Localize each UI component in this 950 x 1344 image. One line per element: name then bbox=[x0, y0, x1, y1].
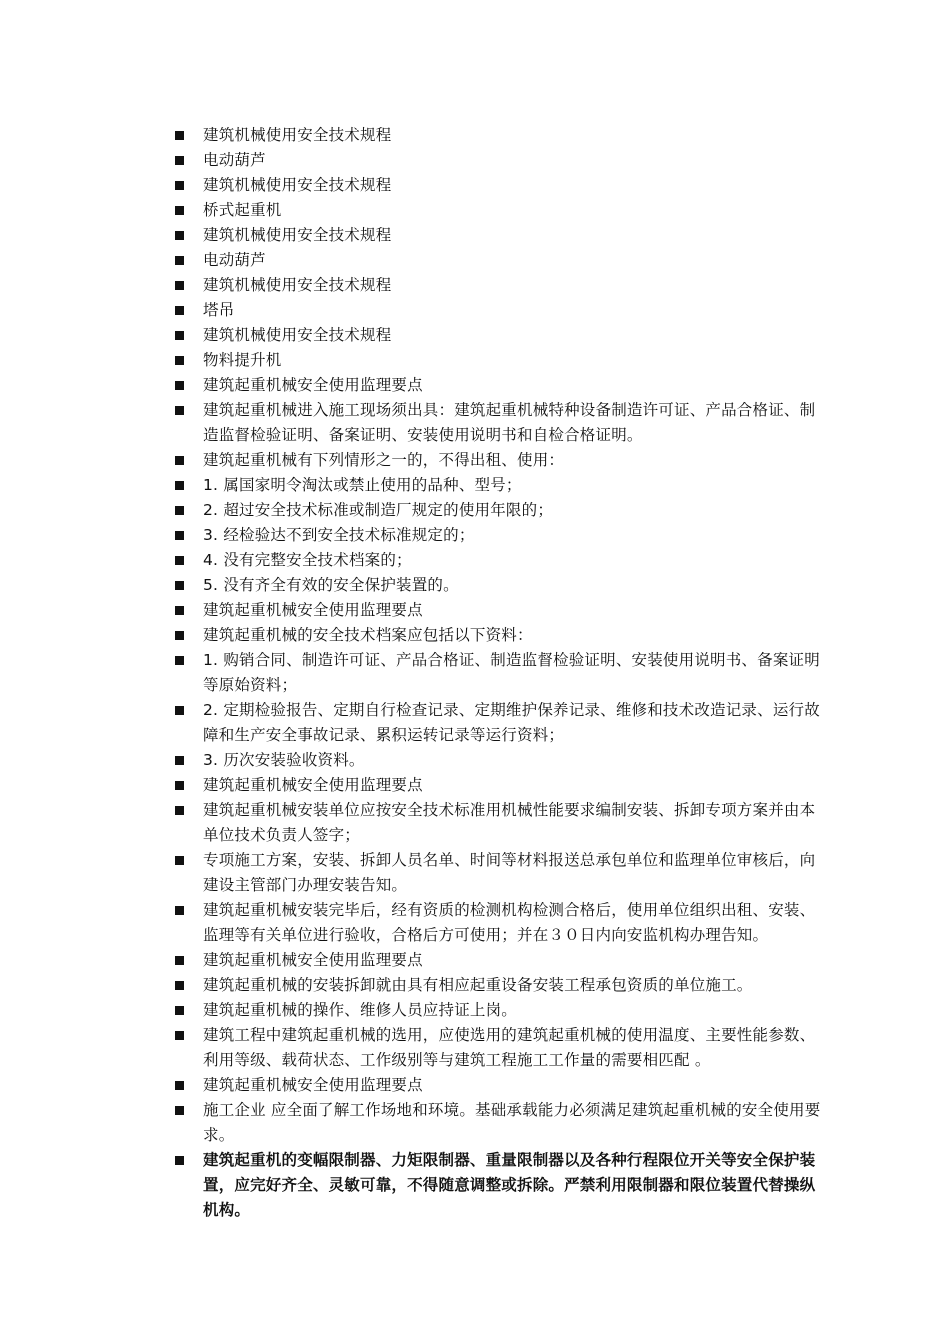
square-bullet-icon bbox=[175, 981, 184, 990]
list-item-text: 施工企业 应全面了解工作场地和环境。基础承载能力必须满足建筑起重机械的安全使用要求。 bbox=[203, 1101, 821, 1144]
list-item-text: 3. 经检验达不到安全技术标准规定的； bbox=[203, 526, 475, 544]
square-bullet-icon bbox=[175, 556, 184, 565]
list-item bbox=[170, 623, 830, 648]
list-item bbox=[170, 173, 830, 198]
square-bullet-icon bbox=[175, 406, 184, 415]
list-item bbox=[170, 223, 830, 248]
square-bullet-icon bbox=[175, 856, 184, 865]
square-bullet-icon bbox=[175, 706, 184, 715]
list-item bbox=[170, 123, 830, 148]
square-bullet-icon bbox=[175, 656, 184, 665]
list-item-text: 建筑起重机械的安装拆卸就由具有相应起重设备安装工程承包资质的单位施工。 bbox=[203, 976, 753, 994]
list-item bbox=[170, 323, 830, 348]
list-item bbox=[170, 948, 830, 973]
list-item bbox=[170, 748, 830, 773]
square-bullet-icon bbox=[175, 631, 184, 640]
list-item-text: 建筑起重机械安装完毕后，经有资质的检测机构检测合格后，使用单位组织出租、安装、监理等有关单位进行验收，合格后方可使用；并在３０日内向安监机构办理告知。 bbox=[203, 901, 816, 944]
bullet-list bbox=[170, 123, 830, 1223]
square-bullet-icon bbox=[175, 206, 184, 215]
square-bullet-icon bbox=[175, 806, 184, 815]
list-item-text: 建筑起重机械安全使用监理要点 bbox=[203, 376, 423, 394]
square-bullet-icon bbox=[175, 481, 184, 490]
list-item bbox=[170, 1098, 830, 1148]
list-item bbox=[170, 473, 830, 498]
list-item bbox=[170, 248, 830, 273]
list-item-text: 2. 定期检验报告、定期自行检查记录、定期维护保养记录、维修和技术改造记录、运行故障和生产安全事故记录、累积运转记录等运行资料； bbox=[203, 701, 820, 744]
list-item bbox=[170, 373, 830, 398]
list-item-text: 桥式起重机 bbox=[203, 201, 282, 219]
list-item-text: 建筑机械使用安全技术规程 bbox=[203, 226, 392, 244]
list-item-text: 专项施工方案，安装、拆卸人员名单、时间等材料报送总承包单位和监理单位审核后，向建设主管部门办理安装告知。 bbox=[203, 851, 816, 894]
square-bullet-icon bbox=[175, 1031, 184, 1040]
list-item bbox=[170, 298, 830, 323]
square-bullet-icon bbox=[175, 1081, 184, 1090]
square-bullet-icon bbox=[175, 356, 184, 365]
list-item-text: 3. 历次安装验收资料。 bbox=[203, 751, 365, 769]
square-bullet-icon bbox=[175, 906, 184, 915]
list-item bbox=[170, 198, 830, 223]
list-item bbox=[170, 348, 830, 373]
list-item bbox=[170, 698, 830, 748]
list-item bbox=[170, 1148, 830, 1223]
list-item-text: 建筑起重机械的操作、维修人员应持证上岗。 bbox=[203, 1001, 518, 1019]
list-item bbox=[170, 548, 830, 573]
square-bullet-icon bbox=[175, 256, 184, 265]
list-item-text: 建筑起重机械的安全技术档案应包括以下资料： bbox=[203, 626, 533, 644]
list-item bbox=[170, 448, 830, 473]
list-item bbox=[170, 973, 830, 998]
square-bullet-icon bbox=[175, 531, 184, 540]
list-item bbox=[170, 573, 830, 598]
square-bullet-icon bbox=[175, 581, 184, 590]
list-item-text: 物料提升机 bbox=[203, 351, 282, 369]
list-item-text: 4. 没有完整安全技术档案的； bbox=[203, 551, 412, 569]
square-bullet-icon bbox=[175, 506, 184, 515]
list-item-text: 塔吊 bbox=[203, 301, 235, 319]
square-bullet-icon bbox=[175, 156, 184, 165]
list-item-text: 建筑起重机的变幅限制器、力矩限制器、重量限制器以及各种行程限位开关等安全保护装置，应完好齐全、灵敏可靠，不得随意调整或拆除。严禁利用限制器和限位装置代替操纵机构。 bbox=[203, 1151, 816, 1219]
list-item bbox=[170, 848, 830, 898]
square-bullet-icon bbox=[175, 381, 184, 390]
list-item-text: 建筑机械使用安全技术规程 bbox=[203, 326, 392, 344]
square-bullet-icon bbox=[175, 1156, 184, 1165]
square-bullet-icon bbox=[175, 1106, 184, 1115]
list-item bbox=[170, 398, 830, 448]
square-bullet-icon bbox=[175, 456, 184, 465]
list-item bbox=[170, 798, 830, 848]
list-item bbox=[170, 648, 830, 698]
square-bullet-icon bbox=[175, 756, 184, 765]
square-bullet-icon bbox=[175, 1006, 184, 1015]
list-item-text: 1. 购销合同、制造许可证、产品合格证、制造监督检验证明、安装使用说明书、备案证明等原始资料； bbox=[203, 651, 820, 694]
list-item-text: 建筑起重机械安全使用监理要点 bbox=[203, 1076, 423, 1094]
list-item-text: 建筑起重机械安全使用监理要点 bbox=[203, 776, 423, 794]
square-bullet-icon bbox=[175, 606, 184, 615]
list-item-text: 建筑起重机械安全使用监理要点 bbox=[203, 601, 423, 619]
square-bullet-icon bbox=[175, 131, 184, 140]
square-bullet-icon bbox=[175, 781, 184, 790]
square-bullet-icon bbox=[175, 231, 184, 240]
list-item bbox=[170, 1073, 830, 1098]
square-bullet-icon bbox=[175, 331, 184, 340]
list-item-text: 建筑工程中建筑起重机械的选用，应使选用的建筑起重机械的使用温度、主要性能参数、利用等级、载荷状态、工作级别等与建筑工程施工工作量的需要相匹配 。 bbox=[203, 1026, 816, 1069]
list-item-text: 2. 超过安全技术标准或制造厂规定的使用年限的； bbox=[203, 501, 554, 519]
list-item-text: 电动葫芦 bbox=[203, 151, 266, 169]
list-item-text: 建筑起重机械有下列情形之一的，不得出租、使用： bbox=[203, 451, 565, 469]
list-item bbox=[170, 498, 830, 523]
list-item bbox=[170, 898, 830, 948]
list-item-text: 5. 没有齐全有效的安全保护装置的。 bbox=[203, 576, 459, 594]
list-item-text: 建筑起重机械安全使用监理要点 bbox=[203, 951, 423, 969]
list-item-text: 建筑机械使用安全技术规程 bbox=[203, 126, 392, 144]
square-bullet-icon bbox=[175, 281, 184, 290]
list-item bbox=[170, 523, 830, 548]
list-item bbox=[170, 998, 830, 1023]
square-bullet-icon bbox=[175, 181, 184, 190]
square-bullet-icon bbox=[175, 306, 184, 315]
list-item bbox=[170, 598, 830, 623]
square-bullet-icon bbox=[175, 956, 184, 965]
list-item-text: 建筑机械使用安全技术规程 bbox=[203, 276, 392, 294]
list-item bbox=[170, 1023, 830, 1073]
list-item-text: 建筑起重机械安装单位应按安全技术标准用机械性能要求编制安装、拆卸专项方案并由本单位技术负责人签字； bbox=[203, 801, 816, 844]
list-item-text: 建筑起重机械进入施工现场须出具：建筑起重机械特种设备制造许可证、产品合格证、制造监督检验证明、备案证明、安装使用说明书和自检合格证明。 bbox=[203, 401, 816, 444]
list-item bbox=[170, 773, 830, 798]
list-item-text: 电动葫芦 bbox=[203, 251, 266, 269]
list-item bbox=[170, 273, 830, 298]
list-item bbox=[170, 148, 830, 173]
list-item-text: 建筑机械使用安全技术规程 bbox=[203, 176, 392, 194]
list-item-text: 1. 属国家明令淘汰或禁止使用的品种、型号； bbox=[203, 476, 522, 494]
